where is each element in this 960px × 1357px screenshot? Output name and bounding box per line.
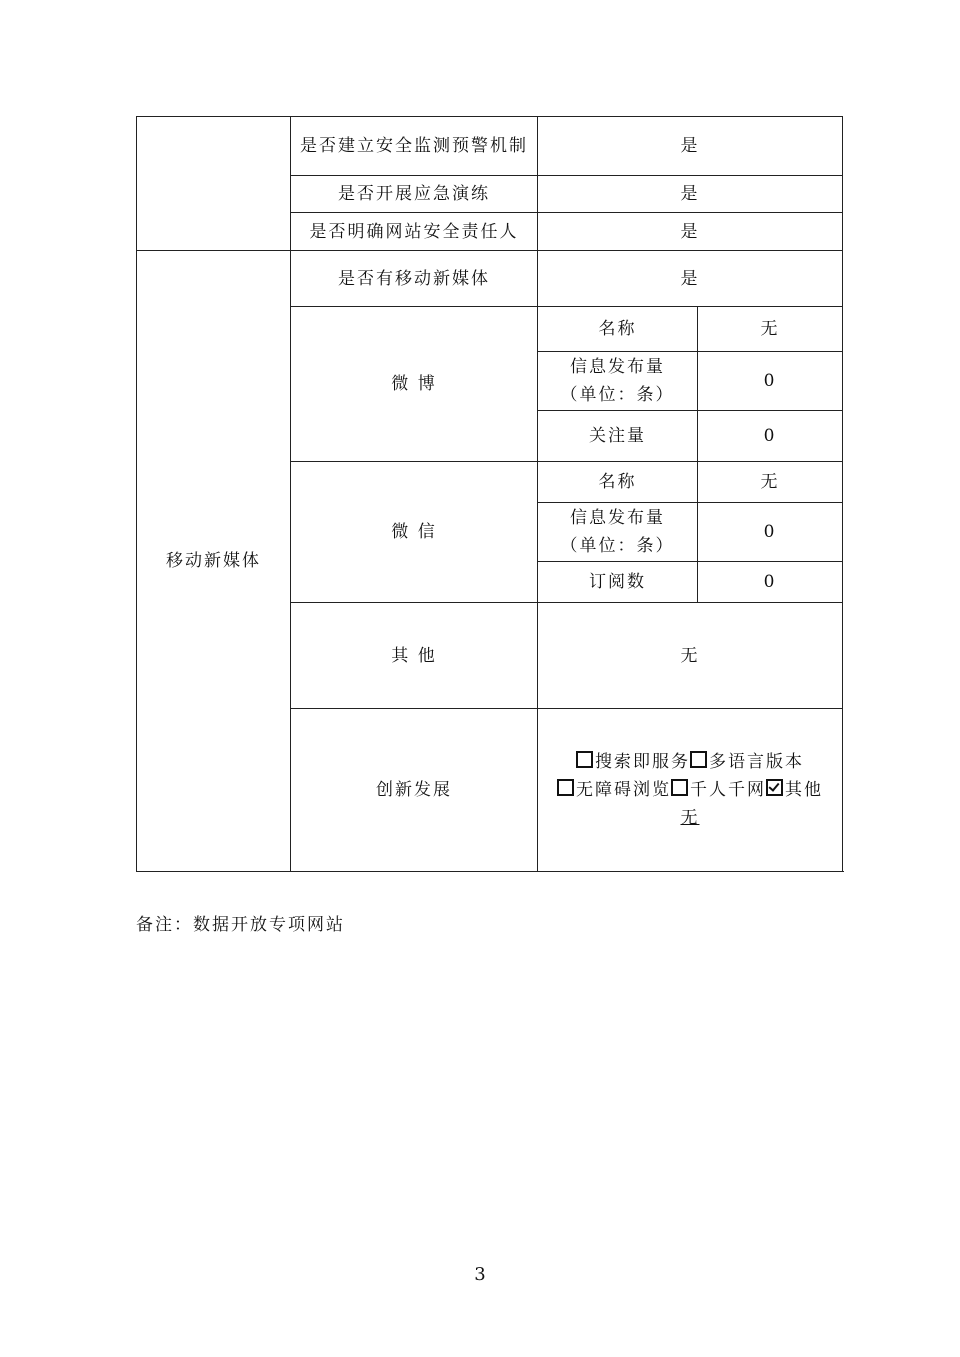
- wechat-name-label: 名称: [538, 462, 698, 503]
- option-label: 千人千网: [690, 780, 766, 800]
- security-value: 是: [538, 213, 843, 251]
- option-label: 其他: [785, 780, 823, 800]
- other-media-value: 无: [538, 603, 843, 709]
- innovation-options-cell: [538, 709, 843, 872]
- report-table: [136, 116, 843, 872]
- wechat-posts-label-line1: 信息发布量: [570, 508, 665, 528]
- weibo-followers-value: 0: [698, 411, 843, 462]
- mobile-has-media-row: [137, 251, 843, 307]
- wechat-label: 微 信: [291, 462, 538, 603]
- page-number: 3: [474, 1264, 486, 1285]
- has-media-value: 是: [538, 251, 843, 307]
- option-label: 搜索即服务: [595, 752, 690, 772]
- weibo-posts-value: 0: [698, 352, 843, 411]
- option-multilingual: [690, 752, 804, 772]
- weibo-name-label: 名称: [538, 307, 698, 352]
- security-value: 是: [538, 176, 843, 213]
- security-label: 是否明确网站安全责任人: [291, 213, 538, 251]
- security-section-cell: [137, 117, 291, 251]
- wechat-subscribers-label: 订阅数: [538, 562, 698, 603]
- checkbox-accessibility: [557, 779, 574, 796]
- security-value: 是: [538, 117, 843, 176]
- innovation-other-value: 无: [680, 808, 700, 828]
- checkbox-search-as-service: [576, 751, 593, 768]
- option-search-as-service: [576, 752, 690, 772]
- wechat-posts-label-line2: （单位：条）: [560, 536, 675, 556]
- other-media-label: 其 他: [291, 603, 538, 709]
- weibo-posts-label-line1: 信息发布量: [570, 357, 665, 377]
- wechat-subscribers-value: 0: [698, 562, 843, 603]
- weibo-posts-label: [538, 352, 698, 411]
- weibo-label: 微 博: [291, 307, 538, 462]
- option-label: 无障碍浏览: [576, 780, 671, 800]
- option-accessibility: [557, 780, 671, 800]
- innovation-section-label: 创新发展: [291, 709, 538, 872]
- option-label: 多语言版本: [709, 752, 804, 772]
- wechat-posts-label: [538, 503, 698, 562]
- has-media-label: 是否有移动新媒体: [291, 251, 538, 307]
- weibo-name-value: 无: [698, 307, 843, 352]
- weibo-followers-label: 关注量: [538, 411, 698, 462]
- checkbox-other-checked: [766, 779, 783, 796]
- checkbox-multilingual: [690, 751, 707, 768]
- mobile-section-label: 移动新媒体: [137, 251, 291, 872]
- security-label: 是否建立安全监测预警机制: [291, 117, 538, 176]
- weibo-posts-label-line2: （单位：条）: [560, 385, 675, 405]
- wechat-posts-value: 0: [698, 503, 843, 562]
- option-other: [766, 780, 823, 800]
- security-row: [137, 117, 843, 176]
- wechat-name-value: 无: [698, 462, 843, 503]
- checkbox-personalized: [671, 779, 688, 796]
- footnote: 备注：数据开放专项网站: [136, 915, 345, 935]
- security-label: 是否开展应急演练: [291, 176, 538, 213]
- option-personalized: [671, 780, 766, 800]
